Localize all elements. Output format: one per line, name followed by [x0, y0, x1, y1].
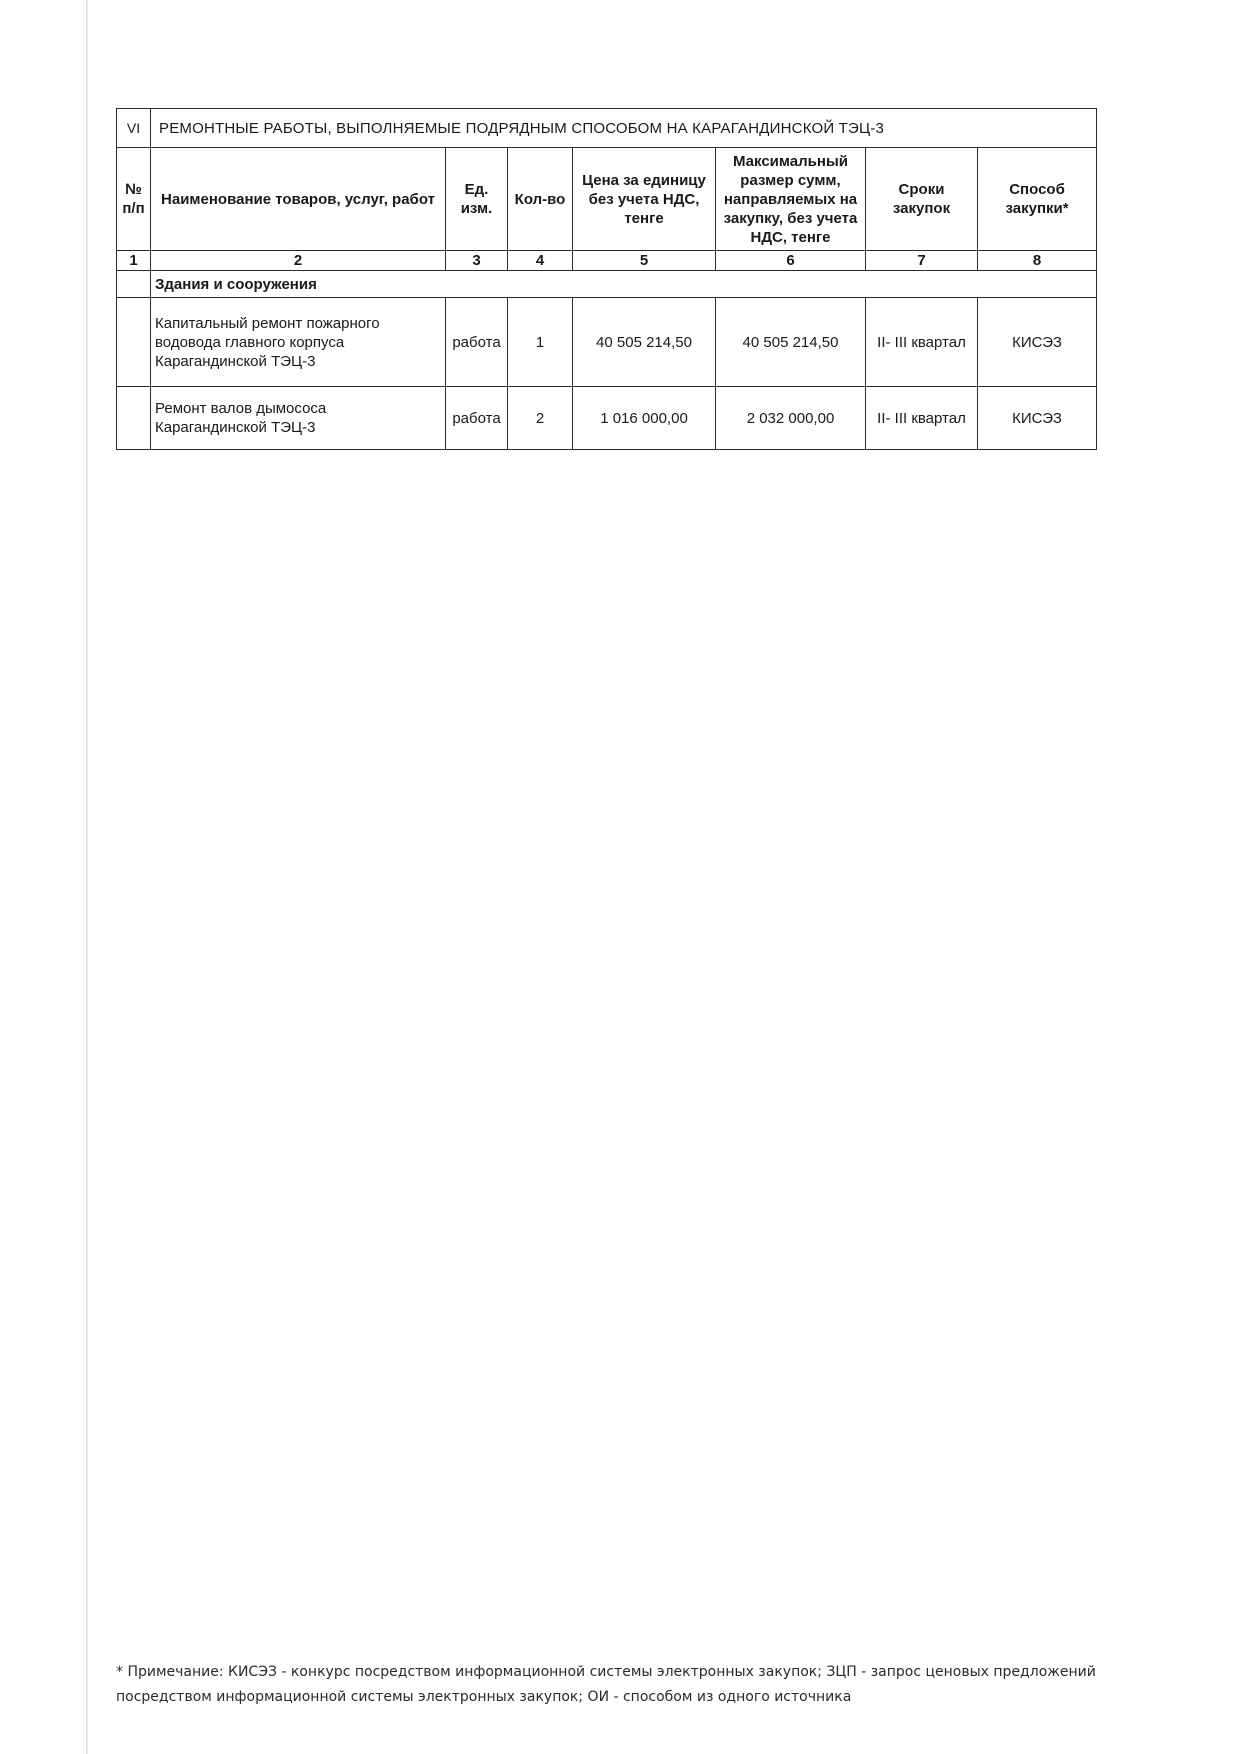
table-row: [117, 387, 1097, 450]
header-number: № п/п: [117, 148, 151, 251]
row-number: [117, 298, 151, 387]
row-total: 2 032 000,00: [716, 387, 866, 450]
column-number: 1: [117, 251, 151, 271]
scan-edge-shadow: [86, 0, 88, 1754]
row-unit: работа: [446, 298, 508, 387]
column-number: 2: [151, 251, 446, 271]
section-row: [117, 109, 1097, 148]
row-quantity: 2: [508, 387, 573, 450]
row-total: 40 505 214,50: [716, 298, 866, 387]
category-row: [117, 271, 1097, 298]
row-period: II- III квартал: [866, 298, 978, 387]
row-quantity: 1: [508, 298, 573, 387]
category-number-cell: [117, 271, 151, 298]
row-unit-price: 1 016 000,00: [573, 387, 716, 450]
column-number: 8: [978, 251, 1097, 271]
procurement-table: [116, 108, 1097, 450]
column-number: 3: [446, 251, 508, 271]
column-number: 7: [866, 251, 978, 271]
header-quantity: Кол-во: [508, 148, 573, 251]
footnote: * Примечание: КИСЭЗ - конкурс посредством информационной системы электронных закупок; ЗЦП - запрос ценовых предложений посредством информационной системы электронных закупок; ОИ - способом из одного источника: [116, 1664, 1096, 1705]
row-number: [117, 387, 151, 450]
header-name: Наименование товаров, услуг, работ: [151, 148, 446, 251]
row-unit-price: 40 505 214,50: [573, 298, 716, 387]
section-number: VI: [117, 109, 151, 148]
row-period: II- III квартал: [866, 387, 978, 450]
column-number: 4: [508, 251, 573, 271]
category-title: Здания и сооружения: [151, 271, 1097, 298]
section-title: РЕМОНТНЫЕ РАБОТЫ, ВЫПОЛНЯЕМЫЕ ПОДРЯДНЫМ СПОСОБОМ НА КАРАГАНДИНСКОЙ ТЭЦ-3: [151, 109, 1097, 148]
header-period: Сроки закупок: [866, 148, 978, 251]
row-method: КИСЭЗ: [978, 298, 1097, 387]
row-method: КИСЭЗ: [978, 387, 1097, 450]
row-name: Ремонт валов дымососа Карагандинской ТЭЦ-3: [151, 387, 446, 450]
header-unit: Ед. изм.: [446, 148, 508, 251]
row-unit: работа: [446, 387, 508, 450]
column-number-row: [117, 251, 1097, 271]
header-max-amount: Максимальный размер сумм, направляемых на закупку, без учета НДС, тенге: [716, 148, 866, 251]
row-name: Капитальный ремонт пожарного водовода главного корпуса Карагандинской ТЭЦ-3: [151, 298, 446, 387]
column-number: 5: [573, 251, 716, 271]
header-method: Способ закупки*: [978, 148, 1097, 251]
header-unit-price: Цена за единицу без учета НДС, тенге: [573, 148, 716, 251]
header-row: [117, 148, 1097, 251]
column-number: 6: [716, 251, 866, 271]
table-row: [117, 298, 1097, 387]
